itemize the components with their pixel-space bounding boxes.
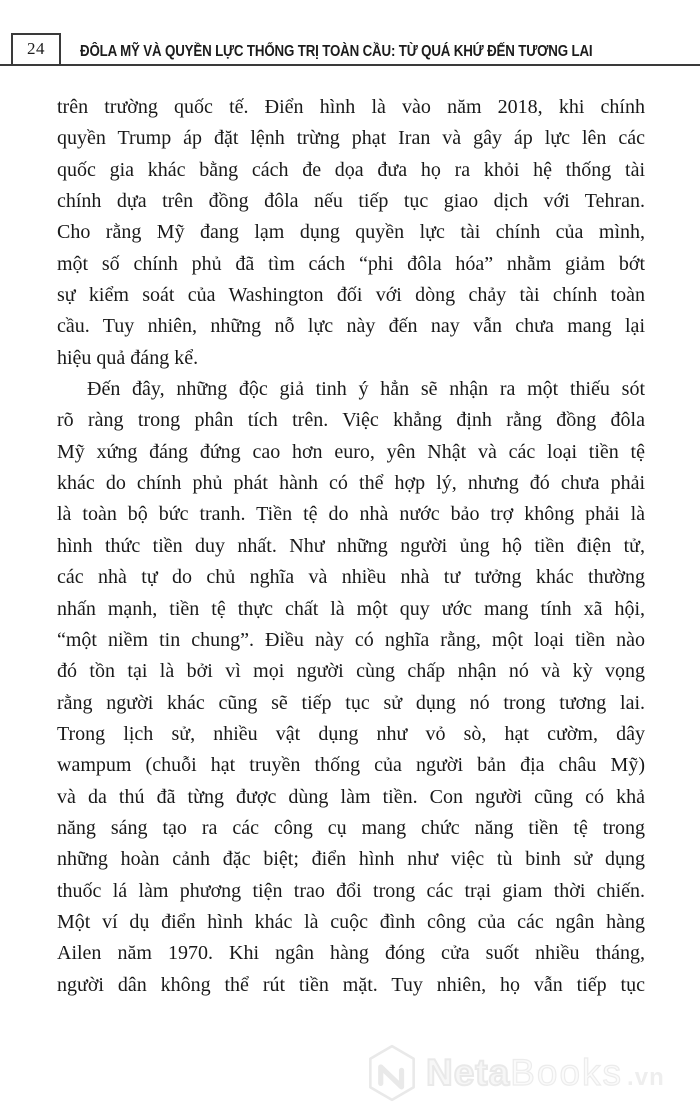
- text-line: hiệu quả đáng kể.: [57, 346, 199, 369]
- header-rule: [0, 64, 700, 66]
- text-line: Mỹ xứng đáng đứng cao hơn euro, yên Nhật và các loại tiền tệ: [57, 440, 645, 463]
- page-number-tab: [11, 33, 61, 64]
- text-line: hình thức tiền duy nhất. Như những người ủng hộ tiền điện tử,: [57, 534, 645, 557]
- text-line: chính dựa trên đồng đôla nếu tiếp tục giao dịch với Tehran.: [57, 190, 645, 213]
- text-line: các nhà tự do chủ nghĩa và nhiều nhà tư tưởng khác thường: [57, 566, 645, 589]
- text-line: quốc gia khác bằng cách đe dọa đưa họ ra khỏi hệ thống tài: [57, 158, 645, 181]
- watermark-text: [426, 1052, 665, 1094]
- text-line: thuốc lá làm phương tiện trao đổi trong các trại giam thời chiến.: [57, 879, 645, 902]
- netabooks-logo-icon: [366, 1043, 418, 1103]
- text-line: một số chính phủ đã tìm cách “phi đôla hóa” nhằm giảm bớt: [57, 252, 645, 275]
- watermark-brand-main: Neta: [426, 1052, 511, 1093]
- watermark-brand-suffix: .vn: [627, 1064, 665, 1091]
- text-line: người dân không thể rút tiền mặt. Tuy nhiên, họ vẫn tiếp tục: [57, 973, 645, 996]
- text-line: cầu. Tuy nhiên, những nỗ lực này đến nay vẫn chưa mang lại: [57, 315, 645, 338]
- text-line: và da thú đã từng được dùng làm tiền. Con người cũng có khả: [57, 785, 645, 808]
- text-line: là toàn bộ bức tranh. Tiền tệ do nhà nước bảo trợ không phải là: [57, 503, 645, 526]
- running-head: [80, 43, 695, 63]
- body-text: [57, 92, 645, 1001]
- watermark-brand-secondary: Books: [510, 1052, 624, 1093]
- text-line: “một niềm tin chung”. Điều này có nghĩa rằng, một loại tiền nào: [57, 628, 645, 651]
- text-line: quyền Trump áp đặt lệnh trừng phạt Iran và gây áp lực lên các: [57, 127, 645, 150]
- text-line: khác do chính phủ phát hành có thể hợp lý, nhưng đó chưa phải: [57, 472, 645, 495]
- text-line: Trong lịch sử, nhiều vật dụng như vỏ sò, hạt cườm, dây: [57, 722, 645, 745]
- text-line: sự kiểm soát của Washington đối với dòng chảy tài chính toàn: [57, 284, 645, 307]
- text-line: Một ví dụ điển hình khác là cuộc đình công của các ngân hàng: [57, 910, 645, 933]
- text-line: trên trường quốc tế. Điển hình là vào năm 2018, khi chính: [57, 96, 645, 118]
- text-line: năng sáng tạo ra các công cụ mang chức năng tiền tệ trong: [57, 816, 645, 839]
- text-line: rằng người khác cũng sẽ tiếp tục sử dụng nó trong tương lai.: [57, 691, 645, 714]
- text-line: Ailen năm 1970. Khi ngân hàng đóng cửa suốt nhiều tháng,: [57, 942, 645, 965]
- text-line: Cho rằng Mỹ đang lạm dụng quyền lực tài chính của mình,: [57, 221, 645, 244]
- watermark: [366, 1040, 696, 1106]
- text-line: wampum (chuỗi hạt truyền thống của người bản địa châu Mỹ): [57, 754, 645, 777]
- text-line: những hoàn cảnh đặc biệt; điển hình như việc tù binh sử dụng: [57, 848, 645, 871]
- text-line: Đến đây, những độc giả tinh ý hẳn sẽ nhận ra một thiếu sót: [87, 378, 645, 401]
- text-line: đó tồn tại là bởi vì mọi người cùng chấp nhận nó và kỳ vọng: [57, 660, 645, 683]
- text-line: rõ ràng trong phân tích trên. Việc khẳng định rằng đồng đôla: [57, 409, 645, 432]
- page-number: 24: [27, 38, 45, 58]
- running-head-title: ĐÔLA MỸ VÀ QUYỀN LỰC THỐNG TRỊ TOÀN CẦU: TỪ QUÁ KHỨ ĐẾN TƯƠNG LAI: [80, 43, 593, 60]
- text-line: nhấn mạnh, tiền tệ thực chất là một quy ước mang tính xã hội,: [57, 597, 645, 620]
